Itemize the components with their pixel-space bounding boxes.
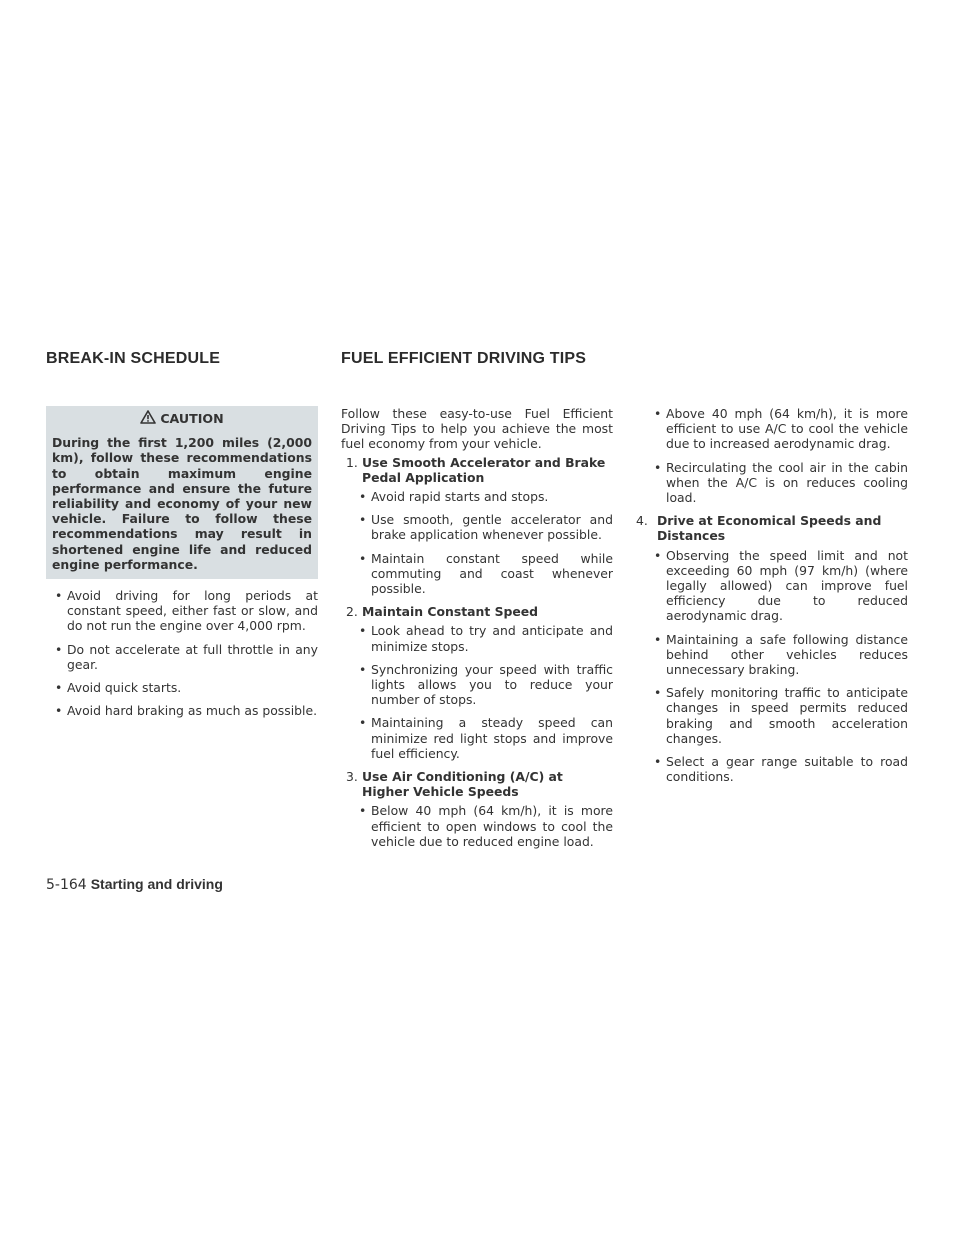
page-footer bbox=[46, 876, 223, 893]
fuel-tip-heading bbox=[341, 455, 613, 485]
bullet-text: Use smooth, gentle accelerator and brake application whenever possible. bbox=[371, 512, 613, 543]
bullet-text: Select a gear range suitable to road conditions. bbox=[666, 754, 908, 785]
bullet-dot: • bbox=[654, 754, 662, 770]
bullet-dot: • bbox=[359, 512, 367, 528]
bullet-text: Recirculating the cool air in the cabin when the A/C is on reduces cooling load. bbox=[666, 459, 908, 506]
bullet-dot: • bbox=[654, 631, 662, 647]
tip-title: Use Smooth Accelerator and Brake Pedal Application bbox=[362, 454, 606, 485]
bullet-dot: • bbox=[359, 661, 367, 677]
fuel-tip-bullet bbox=[341, 623, 613, 653]
bullet-dot: • bbox=[359, 550, 367, 566]
caution-text: During the first 1,200 miles (2,000 km), follow these recommendations to obtain maximum engine performance and ensure the future reliability and economy of your new vehicle. Failure to follow these recommendations may result in shortened engine life and reduced engine performance. bbox=[52, 435, 312, 572]
fuel-tip-heading bbox=[341, 604, 613, 619]
bullet-text: Maintaining a steady speed can minimize red light stops and improve fuel efficiency. bbox=[371, 715, 613, 761]
bullet-text: Observing the speed limit and not exceeding 60 mph (97 km/h) (where legally allowed) can improve fuel efficiency due to reduced aerodynamic drag. bbox=[666, 547, 908, 624]
fuel-tip-bullet bbox=[636, 754, 908, 784]
fuel-tip-bullet bbox=[636, 685, 908, 746]
tip-number: 3. bbox=[346, 769, 358, 785]
page-number: 5-164 bbox=[46, 877, 87, 893]
break-in-list bbox=[46, 588, 318, 718]
bullet-dot: • bbox=[359, 489, 367, 505]
bullet-text: Do not accelerate at full throttle in any gear. bbox=[67, 641, 318, 672]
column-break-in bbox=[46, 406, 318, 726]
warning-triangle-icon bbox=[140, 410, 156, 427]
bullet-dot: • bbox=[654, 547, 662, 563]
bullet-text: Below 40 mph (64 km/h), it is more efficient to open windows to cool the vehicle due to reduced engine load. bbox=[371, 803, 613, 849]
break-in-bullet bbox=[46, 703, 318, 718]
section-heading-break-in: BREAK-IN SCHEDULE bbox=[46, 350, 221, 367]
fuel-tip-bullet bbox=[341, 662, 613, 708]
break-in-bullet bbox=[46, 642, 318, 672]
bullet-text: Look ahead to try and anticipate and minimize stops. bbox=[371, 623, 613, 654]
bullet-text: Safely monitoring traffic to anticipate changes in speed permits reduced braking and smooth acceleration changes. bbox=[666, 685, 908, 746]
fuel-tip-bullet bbox=[341, 803, 613, 849]
fuel-tip-heading bbox=[341, 769, 613, 799]
bullet-text: Maintain constant speed while commuting and coast whenever possible. bbox=[371, 550, 613, 597]
bullet-text: Avoid hard braking as much as possible. bbox=[67, 703, 318, 719]
column-fuel-tips-1 bbox=[341, 406, 613, 857]
tip-title: Use Air Conditioning (A/C) at Higher Vehicle Speeds bbox=[362, 769, 563, 800]
bullet-dot: • bbox=[55, 680, 63, 696]
column-fuel-tips-2 bbox=[636, 406, 908, 792]
bullet-dot: • bbox=[654, 685, 662, 701]
bullet-text: Avoid quick starts. bbox=[67, 680, 182, 696]
bullet-text: Synchronizing your speed with traffic lights allows you to reduce your number of stops. bbox=[371, 661, 613, 708]
fuel-tip-bullet bbox=[341, 715, 613, 761]
bullet-dot: • bbox=[359, 803, 367, 819]
caution-box bbox=[46, 406, 318, 579]
bullet-dot: • bbox=[654, 459, 662, 475]
tip-title: Maintain Constant Speed bbox=[362, 604, 539, 620]
bullet-text: Maintaining a safe following distance behind other vehicles reduces unnecessary braking. bbox=[666, 631, 908, 678]
bullet-dot: • bbox=[55, 641, 63, 657]
fuel-tip-heading bbox=[636, 513, 908, 543]
fuel-tip-bullet bbox=[636, 548, 908, 624]
tip-number: 4. bbox=[636, 513, 648, 529]
fuel-tip-bullet bbox=[341, 551, 613, 597]
fuel-tip-bullet bbox=[341, 512, 613, 542]
section-heading-fuel-tips: FUEL EFFICIENT DRIVING TIPS bbox=[341, 350, 587, 367]
tip-number: 2. bbox=[346, 604, 358, 620]
fuel-tip-bullet bbox=[636, 460, 908, 506]
bullet-text: Avoid driving for long periods at constant speed, either fast or slow, and do not run the engine over 4,000 rpm. bbox=[67, 588, 318, 634]
break-in-bullet bbox=[46, 588, 318, 634]
bullet-dot: • bbox=[55, 588, 63, 604]
fuel-tips-intro: Follow these easy-to-use Fuel Efficient Driving Tips to help you achieve the most fuel economy from your vehicle. bbox=[341, 406, 613, 452]
bullet-dot: • bbox=[359, 715, 367, 731]
break-in-bullet bbox=[46, 680, 318, 695]
fuel-tip-bullet bbox=[636, 406, 908, 452]
bullet-dot: • bbox=[654, 406, 662, 421]
caution-title: CAUTION bbox=[160, 411, 224, 426]
footer-section-title: Starting and driving bbox=[90, 876, 223, 892]
bullet-dot: • bbox=[55, 703, 63, 719]
tip-number: 1. bbox=[346, 454, 358, 470]
fuel-tip-bullet bbox=[341, 489, 613, 504]
bullet-text: Avoid rapid starts and stops. bbox=[371, 489, 549, 505]
bullet-dot: • bbox=[359, 623, 367, 639]
fuel-tip-bullet bbox=[636, 632, 908, 678]
tip-title: Drive at Economical Speeds and Distances bbox=[657, 513, 882, 544]
caution-header bbox=[50, 406, 314, 432]
bullet-text: Above 40 mph (64 km/h), it is more efficient to use A/C to cool the vehicle due to increased aerodynamic drag. bbox=[666, 406, 908, 452]
